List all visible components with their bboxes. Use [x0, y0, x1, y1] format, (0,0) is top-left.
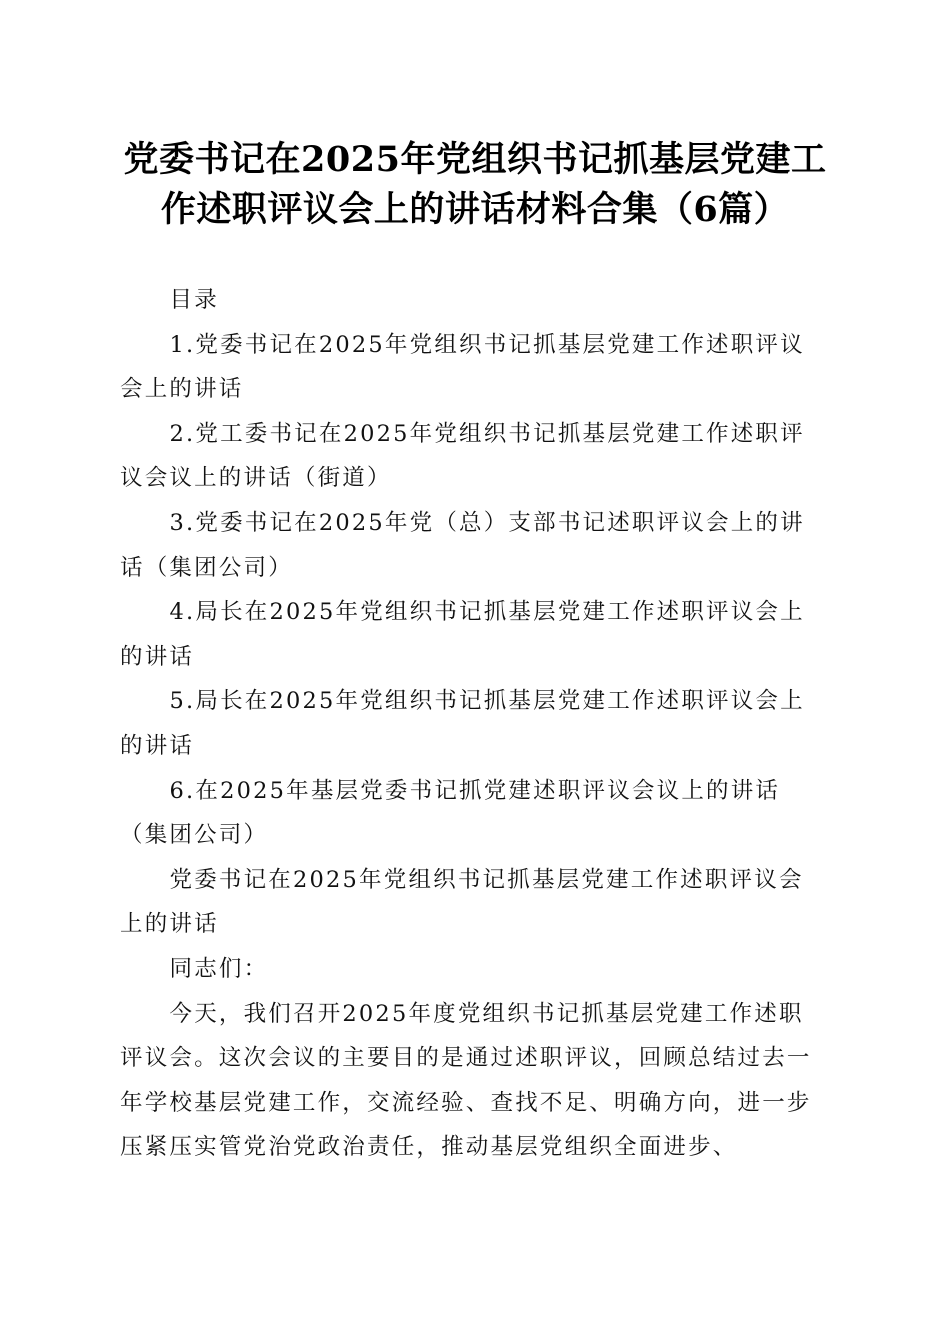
toc-item-4: 4.局长在2025年党组织书记抓基层党建工作述职评议会上的讲话 [120, 599, 805, 670]
document-body [120, 278, 826, 1170]
toc-item-3: 3.党委书记在2025年党（总）支部书记述职评议会上的讲话（集团公司） [120, 509, 805, 581]
toc-item-5: 5.局长在2025年党组织书记抓基层党建工作述职评议会上的讲话 [120, 688, 805, 759]
toc-heading: 目录 [169, 287, 219, 313]
section-heading: 党委书记在2025年党组织书记抓基层党建工作述职评议会上的讲话 [120, 866, 804, 938]
document-title [110, 135, 840, 235]
opening-paragraph: 今天，我们召开2025年度党组织书记抓基层党建工作述职评议会。这次会议的主要目的是通过述职评议，回顾总结过去一年学校基层党建工作，交流经验、查找不足、明确方向，进一步压紧压实管党治党政治责任，推动基层党组织全面进步、 [120, 1000, 812, 1161]
title-line-2: 作述职评议会上的讲话材料合集（6篇） [160, 189, 790, 230]
toc-item-1: 1.党委书记在2025年党组织书记抓基层党建工作述职评议会上的讲话 [120, 331, 805, 403]
title-line-1: 党委书记在2025年党组织书记抓基层党建工 [123, 139, 827, 180]
toc-item-6: 6.在2025年基层党委书记抓党建述职评议会议上的讲话（集团公司） [120, 777, 781, 849]
toc-item-2: 2.党工委书记在2025年党组织书记抓基层党建工作述职评议会议上的讲话（街道） [120, 420, 805, 492]
salutation: 同志们： [169, 955, 269, 982]
